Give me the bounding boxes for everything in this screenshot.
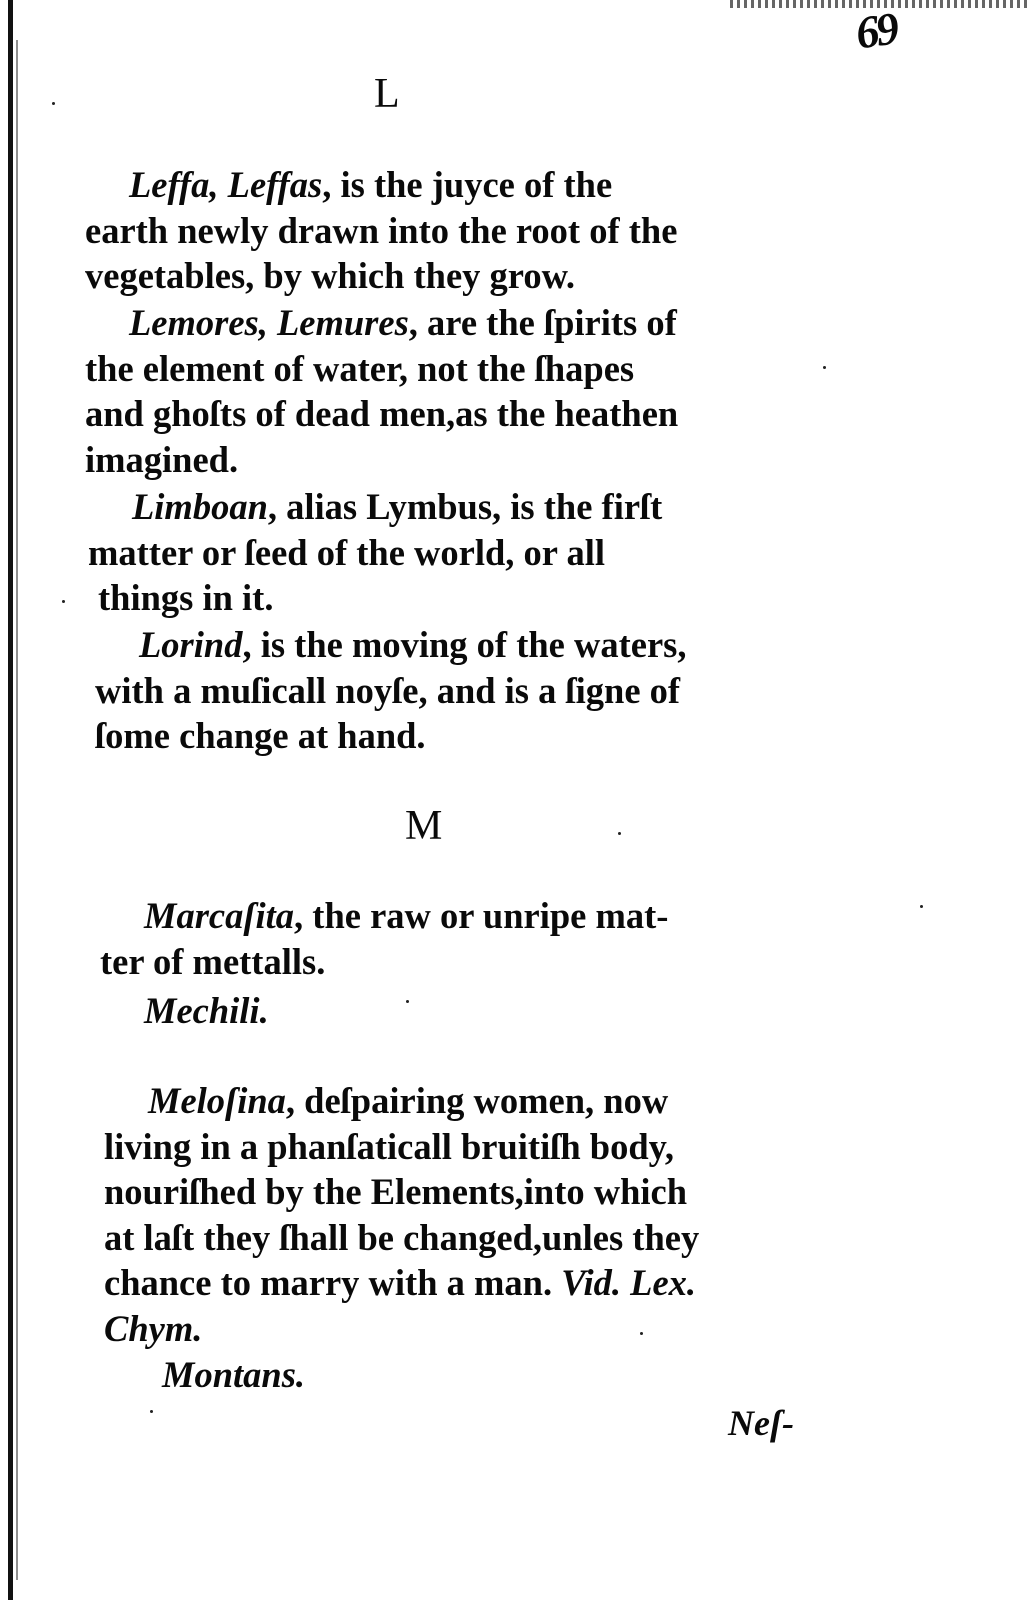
entry-mechili (100, 988, 269, 1034)
entry-term: Mechili. (144, 990, 269, 1031)
gutter-shadow (8, 0, 13, 1600)
catchword: Neſ- (728, 1403, 794, 1443)
entry-line: vegetables, by which they grow. (85, 255, 576, 296)
entry-line: and ghoſts of dead men,as the heathen (85, 393, 679, 434)
entry-line: with a muſicall noyſe, and is a ſigne of (95, 669, 681, 711)
entry-lemores (85, 300, 678, 482)
entry-term: Lorind (139, 624, 243, 665)
entry-term: Meloſina (148, 1080, 286, 1121)
entry-line: nouriſhed by the Elements,into which (104, 1171, 688, 1212)
page-number: 69 (852, 2, 900, 59)
entry-line: earth newly drawn into the root of the (85, 209, 678, 251)
entry-term: Lemores, Lemures (129, 302, 409, 343)
entry-line: things in it. (98, 577, 274, 618)
scan-speck (62, 600, 65, 603)
entry-line: imagined. (85, 438, 239, 480)
entry-lorind (95, 622, 686, 759)
reference: Chym. (104, 1307, 203, 1349)
entry-line (104, 1306, 699, 1352)
entry-line: matter or ſeed of the world, or all (88, 531, 605, 573)
entry-line (118, 1352, 305, 1398)
scan-speck (406, 1000, 409, 1003)
entry-line: Meloſina, deſpairing women, now (148, 1080, 669, 1121)
section-letter-l: L (374, 71, 400, 117)
scan-speck (640, 1332, 643, 1335)
entry-line: the element of water, not the ſhapes (85, 347, 635, 389)
entry-term: Limboan (132, 486, 268, 527)
scan-speck (618, 832, 621, 835)
entry-line: chance to marry with a man. Vid. Lex. (104, 1262, 697, 1303)
scan-speck (920, 905, 923, 908)
section-letter-m: M (405, 803, 443, 849)
entry-line: Limboan, alias Lymbus, is the firſt (132, 486, 663, 527)
entry-line: living in a phanſaticall bruitiſh body, (104, 1125, 674, 1167)
scan-speck (150, 1410, 153, 1413)
entry-line: at laſt they ſhall be changed,unles they (104, 1216, 700, 1258)
entry-line: Marcaſita, the raw or unripe mat- (144, 895, 669, 936)
entry-line: Lorind, is the moving of the waters, (139, 624, 687, 665)
entry-line: ſome change at hand. (95, 715, 426, 756)
scan-speck (823, 366, 826, 369)
scan-speck (52, 102, 55, 105)
entry-term: Marcaſita (144, 895, 295, 936)
entry-line (100, 988, 269, 1034)
entry-limboan (88, 484, 662, 621)
gutter-line (16, 40, 18, 1580)
entry-line: Lemores, Lemures, are the ſpirits of (129, 302, 677, 343)
entry-term: Montans. (162, 1354, 306, 1395)
entry-leffa (85, 162, 677, 299)
entry-marcasita (100, 893, 668, 984)
entry-melosina (104, 1078, 699, 1351)
reference: Vid. Lex. (561, 1262, 697, 1303)
entry-montans (118, 1352, 305, 1398)
entry-term: Leffa, Leffas (129, 164, 323, 205)
entry-line: Leffa, Leffas, is the juyce of the (129, 164, 613, 205)
entry-line: ter of mettalls. (100, 940, 326, 982)
